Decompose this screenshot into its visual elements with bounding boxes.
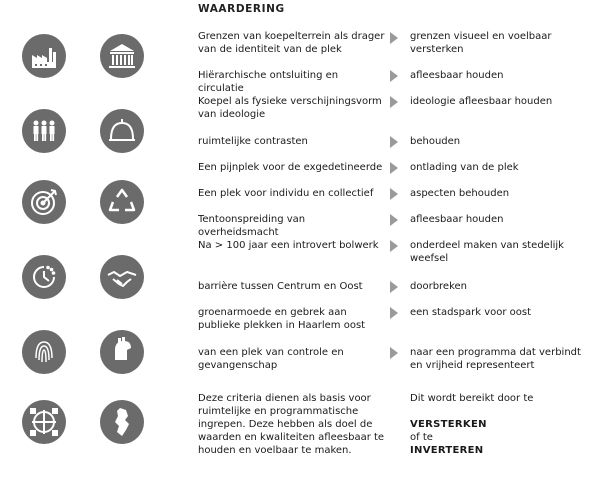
criterion-8: Na > 100 jaar een introvert bolwerk: [198, 240, 379, 251]
footer-mid: of te: [410, 432, 433, 443]
criterion-6: Een plek voor individu en collectief: [198, 188, 374, 199]
dome-icon: [100, 109, 144, 153]
arrow-icon: [390, 32, 398, 44]
footer-conclusion: [410, 392, 585, 457]
helmet-icon: [100, 330, 144, 374]
people-icon: [22, 109, 66, 153]
map-icon: [100, 400, 144, 444]
fingerprint-icon: [22, 330, 66, 374]
criterion-9: barrière tussen Centrum en Oost: [198, 281, 363, 292]
footer-strong-1: VERSTERKEN: [410, 419, 487, 430]
arrow-icon: [390, 281, 398, 293]
target-icon: [22, 180, 66, 224]
value-6: aspecten behouden: [410, 188, 510, 199]
footer-text: Deze criteria dienen als basis voor ruimtelijke en programmatische ingrepen. Deze hebben als doel de waarden en kwaliteiten afleesbaar te houden en voelbaar te maken.: [198, 393, 385, 456]
value-9: doorbreken: [410, 281, 468, 292]
value-5: ontlading van de plek: [410, 162, 519, 173]
arrow-icon: [390, 136, 398, 148]
value-10: een stadspark voor oost: [410, 307, 532, 318]
factory-icon: [22, 34, 66, 78]
arrow-icon: [390, 240, 398, 252]
arrow-icon: [390, 307, 398, 319]
criterion-5: Een pijnplek voor de exgedetineerde: [198, 162, 383, 173]
arrow-icon: [390, 70, 398, 82]
arrow-icon: [390, 188, 398, 200]
clock-icon: [22, 255, 66, 299]
arrow-icon: [390, 214, 398, 226]
criterion-2: Hiërarchische ontsluiting en circulatie: [198, 70, 339, 94]
footer-strong-2: INVERTEREN: [410, 445, 484, 456]
arrow-icon: [390, 347, 398, 359]
criterion-4: ruimtelijke contrasten: [198, 136, 308, 147]
value-4: behouden: [410, 136, 461, 147]
page-title: WAARDERING: [198, 3, 285, 15]
criterion-10: groenarmoede en gebrek aan publieke plekken in Haarlem oost: [198, 307, 366, 331]
criterion-11: van een plek van controle en gevangenschap: [198, 347, 344, 371]
value-3: ideologie afleesbaar houden: [410, 96, 553, 107]
criterion-1: Grenzen van koepelterrein als drager van de identiteit van de plek: [198, 31, 385, 55]
criterion-3: Koepel als fysieke verschijningsvorm van ideologie: [198, 96, 382, 120]
handshake-icon: [100, 255, 144, 299]
value-11: naar een programma dat verbindt en vrijheid representeert: [410, 347, 581, 371]
recycle-icon: [100, 180, 144, 224]
value-8: onderdeel maken van stedelijk weefsel: [410, 240, 564, 264]
panopticon-icon: [22, 400, 66, 444]
criterion-7: Tentoonspreiding van overheidsmacht: [198, 214, 306, 238]
value-7: afleesbaar houden: [410, 214, 504, 225]
footer-intro: Dit wordt bereikt door te: [410, 393, 534, 404]
temple-icon: [100, 34, 144, 78]
value-1: grenzen visueel en voelbaar versterken: [410, 31, 552, 55]
arrow-icon: [390, 162, 398, 174]
value-2: afleesbaar houden: [410, 70, 504, 81]
arrow-icon: [390, 96, 398, 108]
